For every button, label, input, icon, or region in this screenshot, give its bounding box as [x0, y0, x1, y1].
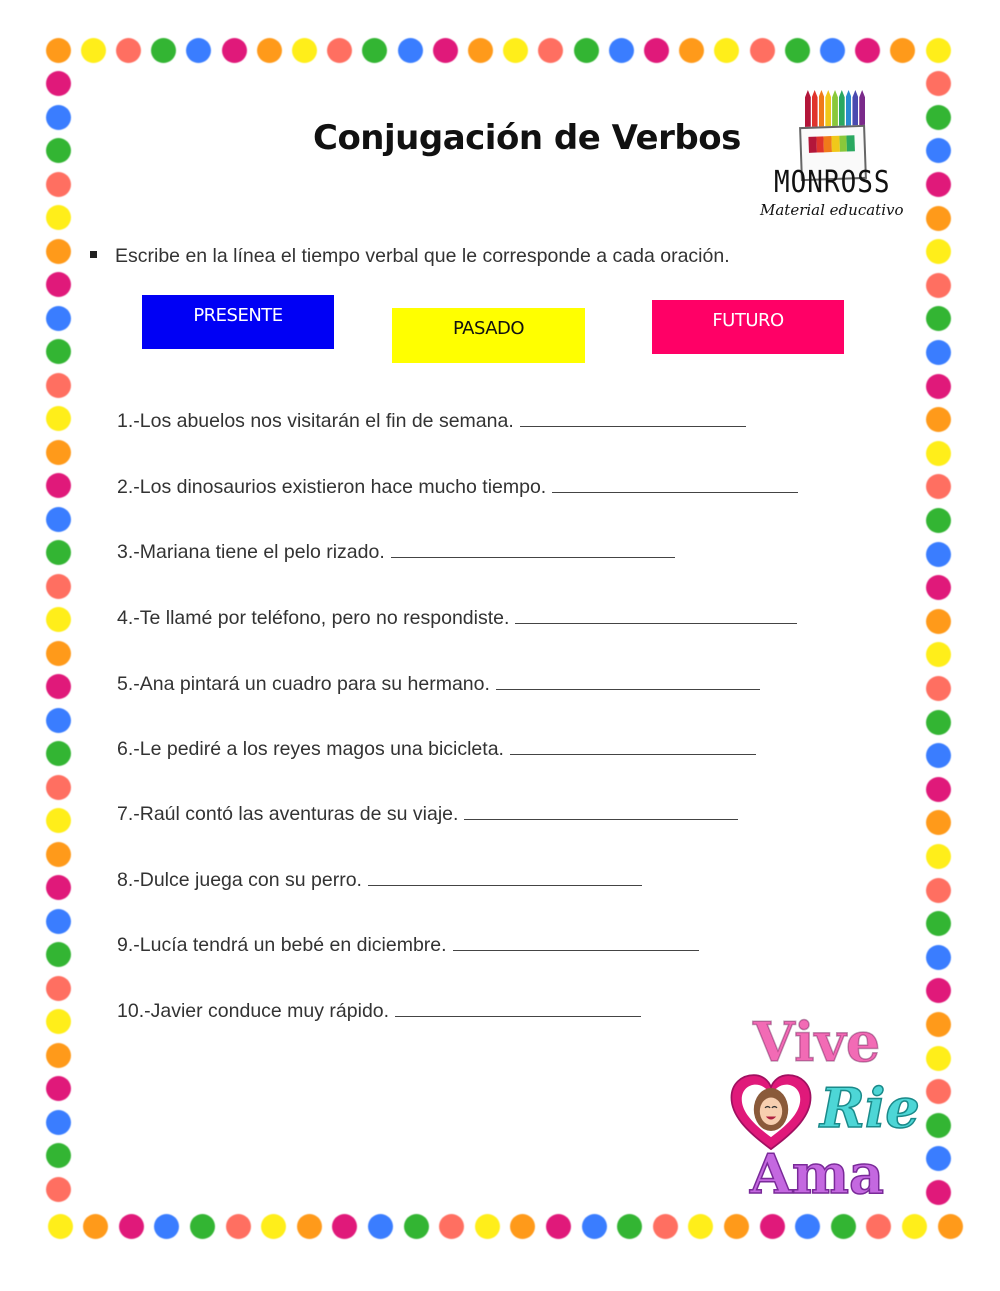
logo-name: MONROSS [774, 165, 891, 201]
border-dot [398, 38, 423, 63]
list-item [117, 671, 760, 696]
border-dot [926, 239, 951, 264]
border-dot [116, 38, 141, 63]
pencil-icon [846, 90, 852, 130]
border-dot [926, 474, 951, 499]
border-dot [154, 1214, 179, 1239]
border-dot [926, 1079, 951, 1104]
border-dot [926, 710, 951, 735]
border-dot [926, 138, 951, 163]
border-dot [327, 38, 352, 63]
border-dot [679, 38, 704, 63]
border-dot [926, 676, 951, 701]
pencil-icon [825, 90, 831, 130]
border-dot [46, 38, 71, 63]
border-dot [574, 38, 599, 63]
border-dot [257, 38, 282, 63]
border-dot [546, 1214, 571, 1239]
border-dot [510, 1214, 535, 1239]
border-dot [926, 642, 951, 667]
pencil-icon [812, 90, 818, 130]
border-dot [46, 1043, 71, 1068]
border-dot [724, 1214, 749, 1239]
border-dot [368, 1214, 393, 1239]
sentence-text: 10.-Javier conduce muy rápido. [117, 1000, 390, 1022]
list-item [117, 605, 797, 630]
border-dot [582, 1214, 607, 1239]
border-dot [926, 172, 951, 197]
pencil-icon [832, 90, 838, 130]
border-dot [46, 641, 71, 666]
pencil-box-icon [805, 90, 865, 130]
border-dot [926, 38, 951, 63]
border-dot [186, 38, 211, 63]
border-dot [926, 609, 951, 634]
border-dot [926, 1012, 951, 1037]
border-dot [866, 1214, 891, 1239]
border-dot [362, 38, 387, 63]
border-dot [83, 1214, 108, 1239]
border-dot [475, 1214, 500, 1239]
answer-blank[interactable] [510, 736, 756, 755]
border-dot [760, 1214, 785, 1239]
border-dot [46, 339, 71, 364]
border-dot [404, 1214, 429, 1239]
vive-rie-ama-badge [728, 1010, 918, 1210]
border-dot [48, 1214, 73, 1239]
border-dot [609, 38, 634, 63]
instruction-text: Escribe en la línea el tiempo verbal que le corresponde a cada oración. [115, 245, 730, 267]
border-dot [538, 38, 563, 63]
border-dot [468, 38, 493, 63]
border-dot [926, 273, 951, 298]
border-dot [890, 38, 915, 63]
border-dot [46, 239, 71, 264]
border-dot [926, 1113, 951, 1138]
border-dot [46, 1076, 71, 1101]
badge-rie: Rie [820, 1076, 920, 1140]
border-dot [46, 909, 71, 934]
list-item [117, 932, 699, 957]
border-dot [46, 306, 71, 331]
border-dot [926, 306, 951, 331]
tense-futuro-text: FUTURO [712, 310, 784, 331]
tense-presente-label[interactable] [142, 295, 334, 349]
border-dot [46, 976, 71, 1001]
border-dot [190, 1214, 215, 1239]
answer-blank[interactable] [515, 605, 797, 624]
border-dot [926, 1046, 951, 1071]
page-title: Conjugación de Verbos [313, 118, 741, 158]
bullet-icon [90, 251, 97, 258]
border-dot [926, 340, 951, 365]
border-dot [46, 507, 71, 532]
border-dot [617, 1214, 642, 1239]
border-dot [46, 272, 71, 297]
border-dot [750, 38, 775, 63]
border-dot [46, 440, 71, 465]
list-item [117, 539, 675, 564]
border-dot [46, 1009, 71, 1034]
answer-blank[interactable] [368, 867, 642, 886]
border-dot [926, 508, 951, 533]
border-dot [433, 38, 458, 63]
border-dot [439, 1214, 464, 1239]
border-dot [795, 1214, 820, 1239]
sentence-text: 6.-Le pediré a los reyes magos una bicicleta. [117, 738, 504, 760]
border-dot [332, 1214, 357, 1239]
pencil-icon [819, 90, 825, 130]
border-dot [46, 842, 71, 867]
instruction [90, 245, 730, 268]
border-dot [46, 540, 71, 565]
sentence-text: 5.-Ana pintará un cuadro para su hermano. [117, 673, 490, 695]
border-dot [226, 1214, 251, 1239]
answer-blank[interactable] [496, 671, 760, 690]
border-dot [46, 1143, 71, 1168]
border-dot [926, 743, 951, 768]
tense-presente-text: PRESENTE [193, 305, 283, 326]
pencil-icon [852, 90, 858, 130]
border-dot [46, 808, 71, 833]
list-item [117, 408, 746, 433]
border-dot [926, 1180, 951, 1205]
border-dot [46, 1177, 71, 1202]
border-dot [785, 38, 810, 63]
border-dot [926, 1146, 951, 1171]
border-dot [831, 1214, 856, 1239]
border-dot [46, 138, 71, 163]
border-dot [46, 473, 71, 498]
border-dot [926, 945, 951, 970]
border-dot [926, 71, 951, 96]
border-dot [46, 406, 71, 431]
logo-subtitle: Material educativo [760, 201, 904, 219]
border-dot [261, 1214, 286, 1239]
border-dot [926, 844, 951, 869]
sentence-text: 4.-Te llamé por teléfono, pero no respondiste. [117, 607, 510, 629]
answer-blank[interactable] [520, 408, 746, 427]
border-dot [46, 875, 71, 900]
border-dot [46, 172, 71, 197]
border-dot [926, 911, 951, 936]
border-dot [926, 206, 951, 231]
border-dot [644, 38, 669, 63]
border-dot [653, 1214, 678, 1239]
border-dot [902, 1214, 927, 1239]
border-dot [503, 38, 528, 63]
border-dot [926, 407, 951, 432]
answer-blank[interactable] [552, 474, 798, 493]
border-dot [46, 205, 71, 230]
sentence-text: 1.-Los abuelos nos visitarán el fin de semana. [117, 410, 514, 432]
sentence-text: 9.-Lucía tendrá un bebé en diciembre. [117, 934, 447, 956]
border-dot [46, 741, 71, 766]
window-stripe [847, 135, 855, 151]
border-dot [46, 1110, 71, 1135]
border-dot [46, 105, 71, 130]
border-dot [222, 38, 247, 63]
border-dot [46, 71, 71, 96]
sentence-text: 3.-Mariana tiene el pelo rizado. [117, 541, 385, 563]
border-dot [46, 574, 71, 599]
answer-blank[interactable] [453, 932, 699, 951]
list-item [117, 867, 642, 892]
border-dot [926, 105, 951, 130]
border-dot [292, 38, 317, 63]
tense-pasado-label[interactable] [392, 308, 585, 363]
list-item [117, 474, 798, 499]
border-dot [926, 878, 951, 903]
answer-blank[interactable] [391, 539, 675, 558]
border-dot [151, 38, 176, 63]
pencil-icon [839, 90, 845, 130]
border-dot [46, 674, 71, 699]
border-dot [926, 441, 951, 466]
border-dot [297, 1214, 322, 1239]
sentence-text: 7.-Raúl contó las aventuras de su viaje. [117, 803, 459, 825]
badge-vive: Vive [753, 1010, 881, 1074]
list-item [117, 998, 641, 1023]
border-dot [855, 38, 880, 63]
border-dot [820, 38, 845, 63]
border-dot [81, 38, 106, 63]
badge-ama: Ama [750, 1142, 885, 1206]
monross-logo [760, 88, 910, 223]
border-dot [714, 38, 739, 63]
border-dot [926, 978, 951, 1003]
border-dot [119, 1214, 144, 1239]
border-dot [926, 810, 951, 835]
sentence-text: 2.-Los dinosaurios existieron hace mucho tiempo. [117, 476, 547, 498]
pencil-box-window [808, 135, 855, 153]
border-dot [926, 542, 951, 567]
border-dot [46, 373, 71, 398]
sentence-text: 8.-Dulce juega con su perro. [117, 869, 362, 891]
list-item [117, 801, 738, 826]
border-dot [926, 374, 951, 399]
border-dot [46, 708, 71, 733]
tense-pasado-text: PASADO [452, 318, 525, 339]
border-dot [46, 942, 71, 967]
border-dot [926, 575, 951, 600]
answer-blank[interactable] [464, 801, 738, 820]
answer-blank[interactable] [395, 998, 641, 1017]
border-dot [688, 1214, 713, 1239]
border-dot [926, 777, 951, 802]
pencil-icon [805, 90, 811, 130]
border-dot [46, 607, 71, 632]
border-dot [938, 1214, 963, 1239]
list-item [117, 736, 756, 761]
border-dot [46, 775, 71, 800]
tense-futuro-label[interactable] [652, 300, 844, 354]
